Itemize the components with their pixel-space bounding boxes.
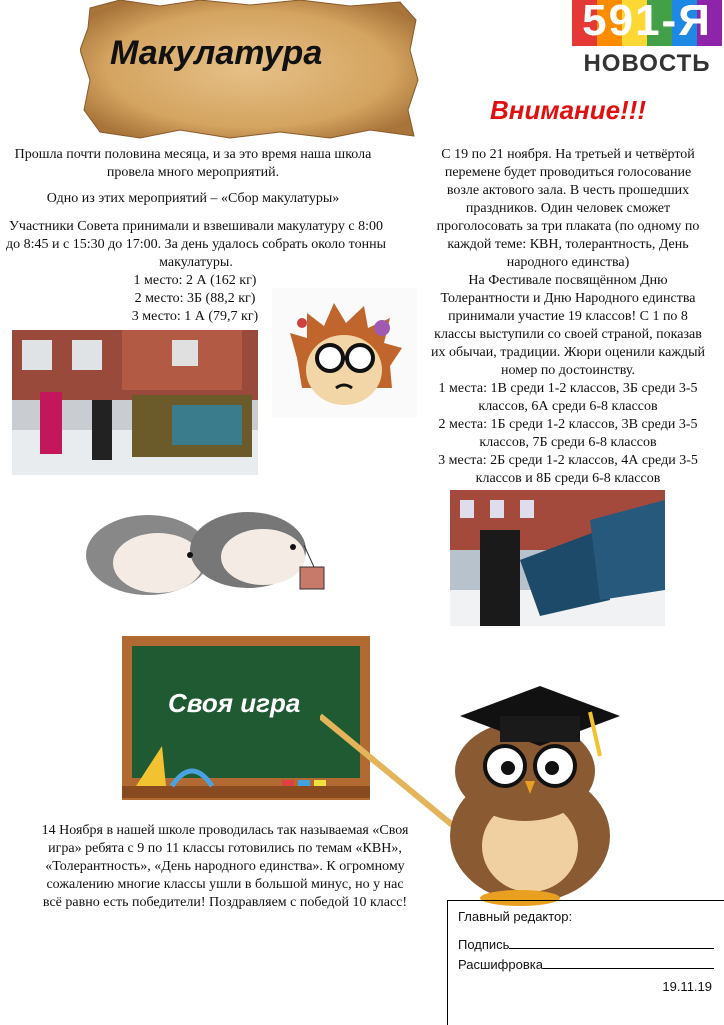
news-logo	[572, 0, 722, 82]
photo-containers	[450, 490, 665, 626]
details-paragraph: Участники Совета принимали и взвешивали макулатуру с 8:00 до 8:45 и с 15:30 до 17:00. За день удалось собрать около тонны макулатуры.	[6, 219, 386, 270]
result-1: 1 места: 1В среди 1-2 классов, 3Б среди 3-5 классов, 6А среди 6-8 классов	[438, 381, 698, 414]
vote-paragraph: С 19 по 21 ноября. На третьей и четвёртой перемене будет проводиться голосование возле актового зала. В честь прошедших праздников. Один человек сможет проголосовать за три плаката (по одному по каждой теме: КВН, толерантность, День народного единства)	[436, 147, 700, 270]
issue-date: 19.11.19	[662, 979, 712, 994]
chalkboard-text: Своя игра	[168, 688, 301, 718]
logo-word: НОВОСТЬ	[583, 50, 711, 77]
hedgehogs-illustration	[78, 495, 338, 615]
page-title: Макулатура	[110, 34, 323, 72]
sign-label: Подпись	[458, 937, 510, 952]
decode-line	[458, 957, 714, 972]
sign-line	[458, 937, 714, 952]
intro-paragraph: Прошла почти половина месяца, и за это время наша школа провела много мероприятий.	[14, 147, 372, 180]
signature-box	[447, 900, 724, 1025]
place-1: 1 место: 2 А (162 кг)	[133, 273, 257, 288]
festival-paragraph: На Фестивале посвящённом Дню Толерантности и Дню Народного единства принимали участие 19 классов! С 1 по 8 классы выступили со своей страной, показав их обычаи, традиции. Жюри оценили каждый номер по достоинству.	[430, 273, 706, 378]
editor-label: Главный редактор:	[458, 909, 573, 924]
event-paragraph: Одно из этих мероприятий – «Сбор макулатуры»	[46, 191, 340, 206]
result-3: 3 места: 2Б среди 1-2 классов, 4А среди 3-5 классов и 8Б среди 6-8 классов	[438, 453, 698, 486]
hedgehog-sticker-icon	[272, 288, 417, 418]
place-2: 2 место: 3Б (88,2 кг)	[134, 291, 256, 306]
quiz-paragraph: 14 Ноября в нашей школе проводилась так называемая «Своя игра» ребята с 9 по 11 классы готовились по темам «КВН», «Толерантность», «День народного единства». К огромному сожалению многие классы ушли в большой минус, но у нас всё равно есть победители! Поздравляем с победой 10 класс!	[41, 823, 409, 910]
decode-label: Расшифровка	[458, 957, 543, 972]
results-list	[428, 380, 708, 488]
sign-underline	[509, 937, 714, 949]
logo-number: 591-Я	[582, 0, 712, 45]
place-3: 3 место: 1 А (79,7 кг)	[131, 309, 259, 324]
result-2: 2 места: 1Б среди 1-2 классов, 3В среди 3-5 классов, 7Б среди 6-8 классов	[438, 417, 698, 450]
attention-heading: Внимание!!!	[490, 95, 647, 125]
decode-underline	[543, 957, 714, 969]
photo-paper-collection	[12, 330, 258, 475]
